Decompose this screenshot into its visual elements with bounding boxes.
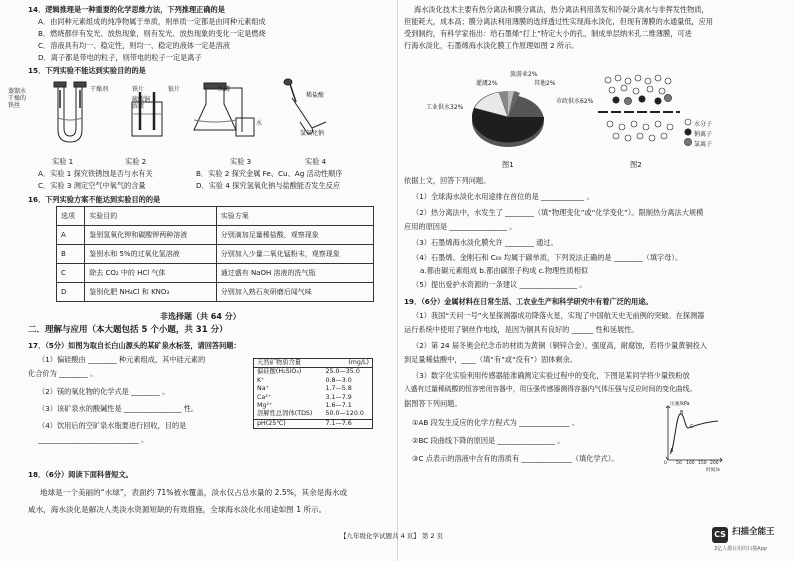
pressure-curve <box>670 414 718 454</box>
mineral-label-table <box>253 358 373 429</box>
q18-answer-4-options: a.都由碳元素组成 b.都由碳原子构成 c.物理性质相似 <box>420 266 589 275</box>
table-cell: B <box>57 245 85 264</box>
table-cell: 通过盛有 NaOH 溶液的洗气瓶 <box>216 264 373 283</box>
table-row <box>57 264 374 283</box>
table-cell: 鉴别水和 5%的过氧化氢溶液 <box>85 245 216 264</box>
legend-water-molecule: 水分子 <box>694 121 713 128</box>
exp-label-1: 实验 1 <box>52 157 74 166</box>
watermark-subtitle: 3亿人都在用的扫描App <box>714 546 767 552</box>
table-cell: K⁺ <box>257 376 265 384</box>
table-row <box>254 419 373 428</box>
table-cell: pH(25℃) <box>257 419 286 427</box>
q15-option-a: A．实验 1 探究铁锈蚀是否与水有关 <box>38 169 153 178</box>
q18-paragraph-2d: 行海水淡化，石墨烯海水淡化膜工作原理如图 2 所示。 <box>404 41 579 50</box>
q16-table <box>56 206 374 302</box>
table-cell: 7.1—7.6 <box>325 419 352 427</box>
legend-chloride-ion: 氯离子 <box>694 141 713 148</box>
table-row <box>57 245 374 264</box>
camscanner-logo-icon: CS <box>712 527 728 543</box>
q19-part-3c: 据图答下列问题。 <box>404 399 462 408</box>
label-solution: 溶液 <box>132 103 145 110</box>
q15-stem: 15．下列实验不能达到实验目的的是 <box>28 66 146 75</box>
table-cell: D <box>57 283 85 302</box>
label-iron-wire: 铁丝 <box>8 102 21 109</box>
table-cell: 偏硅酸(H₂SiO₃) <box>257 368 302 376</box>
table-header-cell: 选项 <box>57 207 85 226</box>
label-red-phosphorus: 红磷 <box>218 86 231 93</box>
q18-paragraph-2b: 但能耗大，成本高；膜分离法利用薄膜的选择透过性实现海水淡化，但现有薄膜的水通量低，应用 <box>404 17 714 26</box>
exp-label-2: 实验 2 <box>125 157 147 166</box>
right-page <box>397 0 794 561</box>
table-header-row <box>254 359 373 368</box>
table-row <box>57 226 374 245</box>
label-naoh: 氢氧化钠 <box>300 130 325 137</box>
watermark-title: 扫描全能王 <box>732 527 775 537</box>
legend-sodium-ion: 钠离子 <box>694 131 713 138</box>
table-row <box>254 394 373 402</box>
table-cell: Na⁺ <box>257 385 269 393</box>
table-header-cell: (mg/L) <box>348 359 369 366</box>
graph-point-b: B <box>680 410 684 416</box>
q18-intro: 依据上文，回答下列问题。 <box>404 176 491 185</box>
q18-answer-2: （2）热分离法中，水发生了 ________（填“物理变化”或“化学变化”）。限制热分离法大规模 <box>412 208 704 217</box>
fig2-caption: 图2 <box>630 160 642 169</box>
stopper-left <box>54 82 66 87</box>
q17-line4b: ____________________________ 。 <box>38 435 149 444</box>
q17-line2: （2）镁的氧化物的化学式是 ________ 。 <box>38 387 170 396</box>
label-water: 水 <box>256 120 263 127</box>
table-cell: A <box>57 226 85 245</box>
q19-part-3b: 入盛有过量稀硫酸的恒容密闭容器中，用压强传感器测得容器内气体压强与反应时间的变化曲线。 <box>404 385 697 393</box>
label-iron-plate: 铁片 <box>132 86 145 93</box>
q18-stem: 18．（6分）阅读下面科普短文。 <box>28 470 133 479</box>
graph-xlabel: 时间/s <box>706 468 720 473</box>
table-cell: 0.8—3.0 <box>325 376 352 384</box>
table-cell: 分别加入熟石灰研磨后闻气味 <box>216 283 373 302</box>
table-cell: 鉴别化肥 NH₄Cl 和 KNO₃ <box>85 283 216 302</box>
pie-label-other: 其他2% <box>534 80 556 87</box>
graph-tick-0: 0 <box>664 461 667 466</box>
q19-stem: 19．（6分）金属材料在日常生活、工农业生产和科学研究中有着广泛的用途。 <box>404 297 653 306</box>
q17-line4: （4）饮用后的空矿泉水瓶要进行回收，目的是 <box>38 421 187 430</box>
label-silver-plate: 银片 <box>168 86 181 93</box>
q18-paragraph-2c: 受到制约，有科学家指出：给石墨烯“打上”特定大小的孔，制成单层纳米孔二维薄膜，可进 <box>404 29 692 38</box>
stopper-right <box>74 82 86 87</box>
fig2-graphene-membrane <box>598 72 708 160</box>
fig1-caption: 图1 <box>502 160 514 169</box>
table-cell: 1.6—7.1 <box>325 402 352 410</box>
q18-answer-2b: 应用的原因是 ________________ 。 <box>404 222 517 231</box>
q18-answer-5: （5）提出爱护水资源的一条建议 ________________ 。 <box>412 280 587 289</box>
q17-line1b: 化合价为 ________ 。 <box>28 369 98 378</box>
q19-part-1: （1）我国“天问一号”火星探测器成功降落火星，实现了中国航天史无前例的突破。在探测器 <box>412 311 705 320</box>
q14-option-c: C．溶液具有均一、稳定性，则均一、稳定的液体一定是溶液 <box>38 41 230 50</box>
q18-paragraph-2a: 海水淡化技术主要有热分离法和膜分离法，热分离法利用蒸发和冷凝分离水与非挥发性物质， <box>414 5 709 14</box>
table-row <box>57 283 374 302</box>
molecule-cluster-bottom <box>607 121 673 141</box>
q18-answer-3: （3）石墨烯海水淡化膜允许 ________ 通过。 <box>412 238 558 247</box>
page-footer: 【九年级化学试题共 4 页】 第 2 页 <box>340 532 444 540</box>
table-cell: Mg²⁺ <box>257 402 273 410</box>
q19-part-2: （2）第 24 届冬奥会纪念币的材质为黄铜（铜锌合金），强度高，耐腐蚀，若将少量黄铜投入 <box>412 341 708 350</box>
q19-part-2b: 到足量稀盐酸中，____（填“有”或“没有”）固体剩余。 <box>404 355 578 364</box>
table-header-cell: 实验方案 <box>216 207 373 226</box>
exp-label-4: 实验 4 <box>305 157 327 166</box>
table-row <box>254 368 373 377</box>
label-desiccant: 干燥剂 <box>90 86 109 93</box>
q16-stem: 16．下列实验方案不能达到实验目的的是 <box>28 195 161 204</box>
flask-exp3 <box>194 88 236 130</box>
pie-label-municipal: 市政供水62% <box>556 98 594 105</box>
table-header-cell: 实验目的 <box>85 207 216 226</box>
table-header-cell: 天然矿物质含量 <box>257 359 302 366</box>
nonchoice-heading: 非选择题（共 64 分） <box>160 312 241 321</box>
q18-answer-1: （1）全球海水淡化水用途排在首位的是 ____________ 。 <box>412 192 594 201</box>
q19-sub-2: ②BC 段曲线下降的原因是 ________________ 。 <box>412 436 565 445</box>
q17-line3: （3）该矿泉水的酸碱性是 ________________ 性。 <box>38 404 199 413</box>
pressure-time-graph <box>660 402 726 468</box>
q17-line1: （1）偏硅酸由 ________ 种元素组成，其中硅元素的 <box>38 355 206 364</box>
q14-option-d: D．离子都是带电的粒子，则带电的粒子一定是离子 <box>38 53 202 62</box>
table-cell: C <box>57 264 85 283</box>
table-cell: 50.0—120.0 <box>325 410 364 418</box>
table-row <box>254 385 373 393</box>
q15-option-b: B．实验 2 探究金属 Fe、Cu、Ag 活动性顺序 <box>196 169 343 178</box>
graph-tick-150: 150 <box>698 461 707 466</box>
table-row <box>254 410 373 419</box>
label-hcl: 稀盐酸 <box>306 92 325 99</box>
table-row <box>254 377 373 385</box>
table-header-row <box>57 207 374 226</box>
table-cell: 分别加入少量二氧化锰粉末，观察现象 <box>216 245 373 264</box>
pie-label-irrigation: 灌溉2% <box>476 80 498 87</box>
molecule-cluster-top <box>605 75 672 105</box>
q15-option-d: D．实验 4 探究氢氧化钠与盐酸能否发生反应 <box>196 181 341 190</box>
exp-label-3: 实验 3 <box>230 157 252 166</box>
pie-label-industrial: 工业供水32% <box>426 104 464 111</box>
label-dry-a: 干燥的 <box>8 95 27 102</box>
graph-point-a: A <box>670 448 674 454</box>
q14-stem: 14．逻辑推理是一种重要的化学思维方法，下列推理正确的是 <box>28 5 225 14</box>
q19-part-1b: 运行系统中使用了铜丝作电线，是因为铜具有良好的 ______ 性和延展性。 <box>404 325 639 334</box>
q19-part-3: （3）数字化实验利用传感器能准确测定实验过程中的变化，下图是某同学将少量铁粉放 <box>412 371 690 380</box>
q18-answer-4: （4）石墨烯、金刚石和 C₆₀ 均属于碳单质，下列说法正确的是 ________（填字母）。 <box>412 253 683 262</box>
graph-tick-50: 50 <box>676 461 682 466</box>
table-cell: Ca²⁺ <box>257 393 272 401</box>
graph-ylabel: 压强/kPa <box>670 402 690 407</box>
section2-heading: 二．理解与应用（本大题包括 5 个小题，共 31 分） <box>28 325 228 335</box>
label-distilled-water: 蒸馏水 <box>8 88 27 95</box>
q19-sub-1: ①AB 段发生反应的化学方程式为 ______________ 。 <box>412 418 579 427</box>
pie-label-tourism: 旅游业2% <box>510 71 538 78</box>
graph-tick-200: 200 <box>710 461 719 466</box>
graph-point-c: C <box>690 424 694 430</box>
q19-sub-3: ③C 点表示的溶液中含有的溶质有 ______________（填化学式）。 <box>412 454 619 463</box>
q14-option-b: B．燃烧都伴有发光、放热现象，则有发光、放热现象的变化一定是燃烧 <box>38 29 266 38</box>
table-cell: 除去 CO₂ 中的 HCl 气体 <box>85 264 216 283</box>
q18-paragraph-1: 地球是一个美丽的“水球”，表面约 71%被水覆盖，淡水仅占总水量的 2.5%，其余是海水或 <box>40 488 348 497</box>
fig1-pie-chart <box>464 84 554 150</box>
table-cell: 分别滴加足量稀盐酸，观察现象 <box>216 226 373 245</box>
table-cell: 溶解性总固体(TDS) <box>257 410 313 418</box>
u-tube <box>58 86 82 142</box>
q14-option-a: A．由同种元素组成的纯净物属于单质，则单质一定都是由同种元素组成 <box>38 17 266 26</box>
table-cell: 3.1—7.9 <box>325 393 352 401</box>
q18-paragraph-1b: 咸水，海水淡化是解决人类淡水资源短缺的有效措施，全球海水淡化水用途如图 1 所示。 <box>28 505 327 514</box>
label-copper-sulfate: 硫酸铜 <box>132 96 151 103</box>
table-cell: 25.0—35.0 <box>325 368 360 376</box>
graph-tick-100: 100 <box>686 461 695 466</box>
table-cell: 1.7—5.8 <box>325 385 352 393</box>
q17-stem: 17．（5分）如图为取自长白山源头的某矿泉水标签，请回答问题： <box>28 341 241 350</box>
q15-option-c: C．实验 3 测定空气中氧气的含量 <box>38 181 146 190</box>
table-cell: 鉴别氢氧化钾和碳酸钾两种溶液 <box>85 226 216 245</box>
